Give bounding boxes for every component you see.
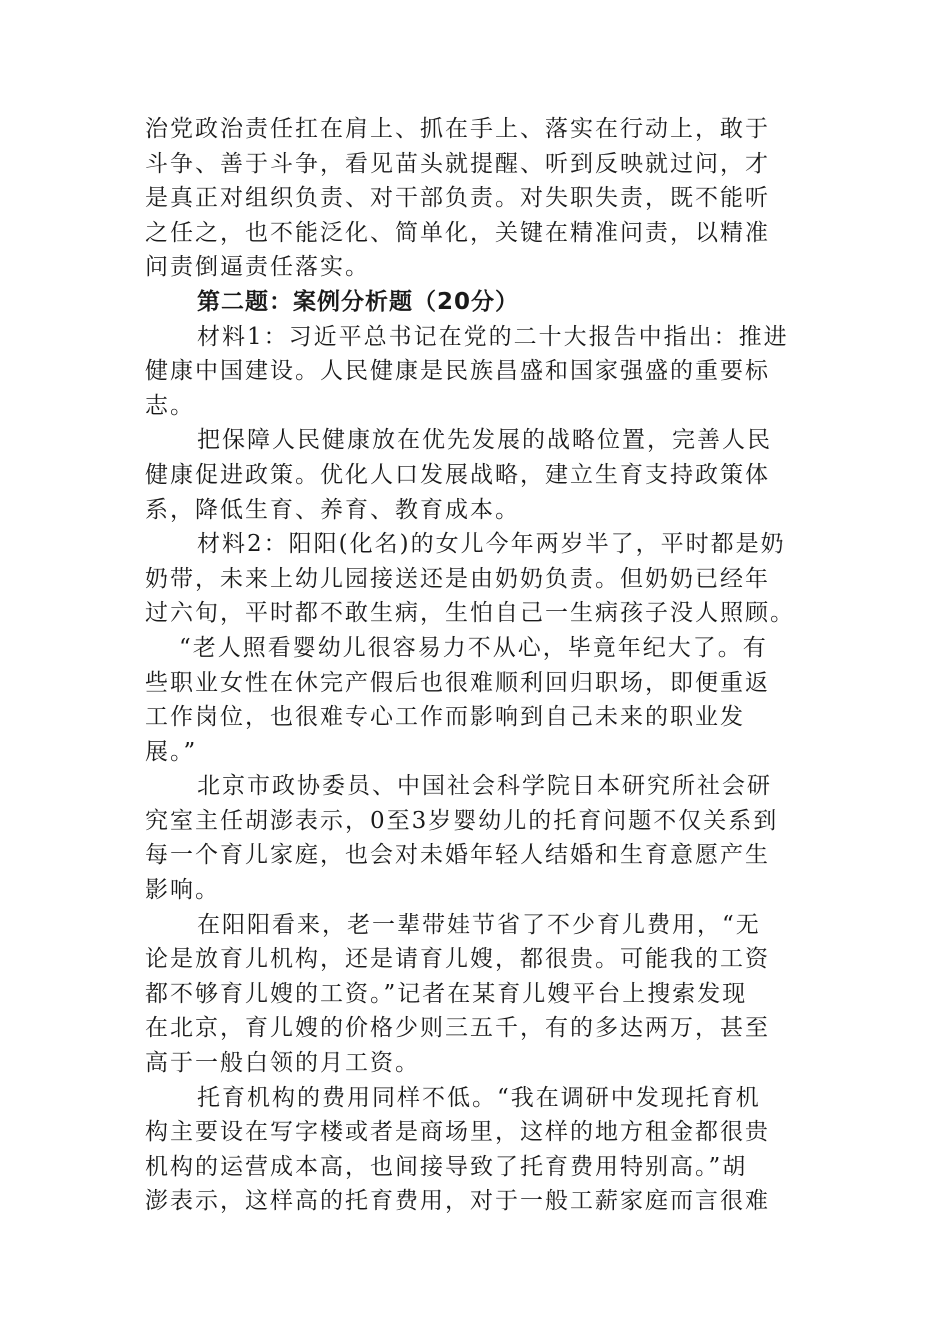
text-line: 构主要设在写字楼或者是商场里，这样的地方租金都很贵 [145,1119,770,1146]
text-line: 奶带，未来上幼儿园接送还是由奶奶负责。但奶奶已经年 [145,565,770,592]
text-line: 在北京，育儿嫂的价格少则三五千，有的多达两万，甚至 [145,1015,770,1042]
text-line: 问责倒逼责任落实。 [145,254,370,281]
text-line: 论是放育儿机构，还是请育儿嫂，都很贵。可能我的工资 [145,946,770,973]
text-line: 影响。 [145,877,220,904]
text-line: 工作岗位，也很难专心工作而影响到自己未来的职业发 [145,704,745,731]
text-line: 斗争、善于斗争，看见苗头就提醒、听到反映就过问，才 [145,150,770,177]
text-line: 之任之，也不能泛化、简单化，关键在精准问责，以精准 [145,219,770,246]
text-line: 材料2：阳阳(化名)的女儿今年两岁半了，平时都是奶 [197,531,786,558]
text-line: 在阳阳看来，老一辈带娃节省了不少育儿费用，“无 [197,911,761,938]
text-line: 究室主任胡澎表示，0至3岁婴幼儿的托育问题不仅关系到 [145,807,779,834]
text-line: 高于一般白领的月工资。 [145,1050,420,1077]
text-line: 都不够育儿嫂的工资。”记者在某育儿嫂平台上搜索发现 [145,980,748,1007]
text-line: “老人照看婴幼儿很容易力不从心，毕竟年纪大了。有 [179,634,768,661]
text-line: 北京市政协委员、中国社会科学院日本研究所社会研 [197,773,772,800]
text-line: 些职业女性在休完产假后也很难顺利回归职场，即便重返 [145,669,770,696]
text-line: 是真正对组织负责、对干部负责。对失职失责，既不能听 [145,185,770,212]
text-line: 健康中国建设。人民健康是民族昌盛和国家强盛的重要标 [145,358,770,385]
text-line: 托育机构的费用同样不低。“我在调研中发现托育机 [197,1084,761,1111]
document-body [145,112,810,1219]
text-line: 健康促进政策。优化人口发展战略，建立生育支持政策体 [145,461,770,488]
text-line: 系，降低生育、养育、教育成本。 [145,496,520,523]
text-line: 治党政治责任扛在肩上、抓在手上、落实在行动上，敢于 [145,116,770,142]
text-line: 展。” [145,738,198,765]
text-line: 材料1：习近平总书记在党的二十大报告中指出：推进 [197,323,789,350]
text-line: 过六旬，平时都不敢生病，生怕自己一生病孩子没人照顾。 [145,600,795,627]
text-line: 机构的运营成本高，也间接导致了托育费用特别高。”胡 [145,1153,748,1180]
section-heading: 第二题：案例分析题（20分） [197,288,520,315]
text-line: 把保障人民健康放在优先发展的战略位置，完善人民 [197,427,772,454]
text-line: 志。 [145,392,195,419]
text-line: 每一个育儿家庭，也会对未婚年轻人结婚和生育意愿产生 [145,842,770,869]
text-line: 澎表示，这样高的托育费用，对于一般工薪家庭而言很难 [145,1188,770,1215]
